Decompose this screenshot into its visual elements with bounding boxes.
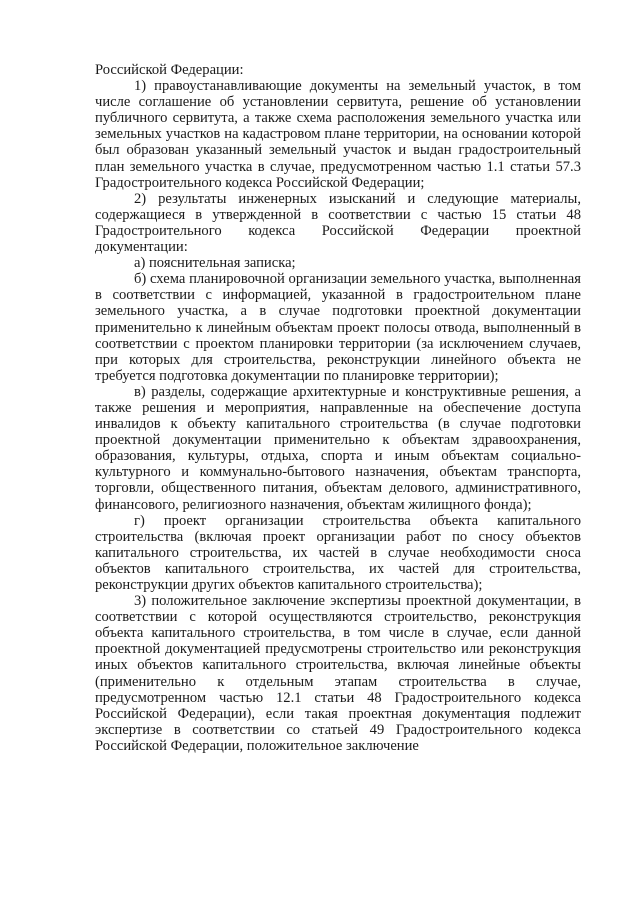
paragraph-item-2g: г) проект организации строительства объекта капитального строительства (включая проект организации работ по сносу объектов капитального строительства, их частей в случае необходимости сноса объектов капитального строительства, их частей для строительства, реконструкции других объектов капитального строительства); <box>95 512 581 593</box>
paragraph-item-2: 2) результаты инженерных изысканий и следующие материалы, содержащиеся в утвержденной в соответствии с частью 15 статьи 48 Градостроительного кодекса Российской Федерации проектной документации: <box>95 190 581 256</box>
document-body <box>95 62 581 754</box>
paragraph-item-3: 3) положительное заключение экспертизы проектной документации, в соответствии с которой осуществляются строительство, реконструкция объекта капитального строительства, в том числе в случае, если данной проектной документацией предусмотрены строительство или реконструкция иных объектов капитального строительства, включая линейные объекты (применительно к отдельным этапам строительства в случае, предусмотренном частью 12.1 статьи 48 Градостроительного кодекса Российской Федерации), если такая проектная документация подлежит экспертизе в соответствии со статьей 49 Градостроительного кодекса Российской Федерации, положительное заключение <box>95 593 581 754</box>
paragraph-item-2v: в) разделы, содержащие архитектурные и конструктивные решения, а также решения и мероприятия, направленные на обеспечение доступа инвалидов к объекту капитального строительства (в случае подготовки проектной документации применительно к объектам здравоохранения, образования, культуры, отдыха, спорта и иным объектам социально-культурного и коммунально-бытового назначения, объектам транспорта, торговли, общественного питания, объектам делового, административного, финансового, религиозного назначения, объектам жилищного фонда); <box>95 383 581 513</box>
paragraph-item-2a: а) пояснительная записка; <box>134 255 296 272</box>
paragraph-intro: Российской Федерации: <box>95 62 244 78</box>
paragraph-item-2b: б) схема планировочной организации земельного участка, выполненная в соответствии с информацией, указанной в градостроительном плане земельного участка, а в случае подготовки проектной документации применительно к линейным объектам проект полосы отвода, выполненный в соответствии с проектом планировки территории (за исключением случаев, при которых для строительства, реконструкции линейного объекта не требуется подготовка документации по планировке территории); <box>95 271 581 384</box>
paragraph-item-1: 1) правоустанавливающие документы на земельный участок, в том числе соглашение об установлении сервитута, решение об установлении публичного сервитута, а также схема расположения земельного участка или земельных участков на кадастровом плане территории, на основании которой был образован указанный земельный участок и выдан градостроительный план земельного участка в случае, предусмотренном частью 1.1 статьи 57.3 Градостроительного кодекса Российской Федерации; <box>95 78 581 191</box>
